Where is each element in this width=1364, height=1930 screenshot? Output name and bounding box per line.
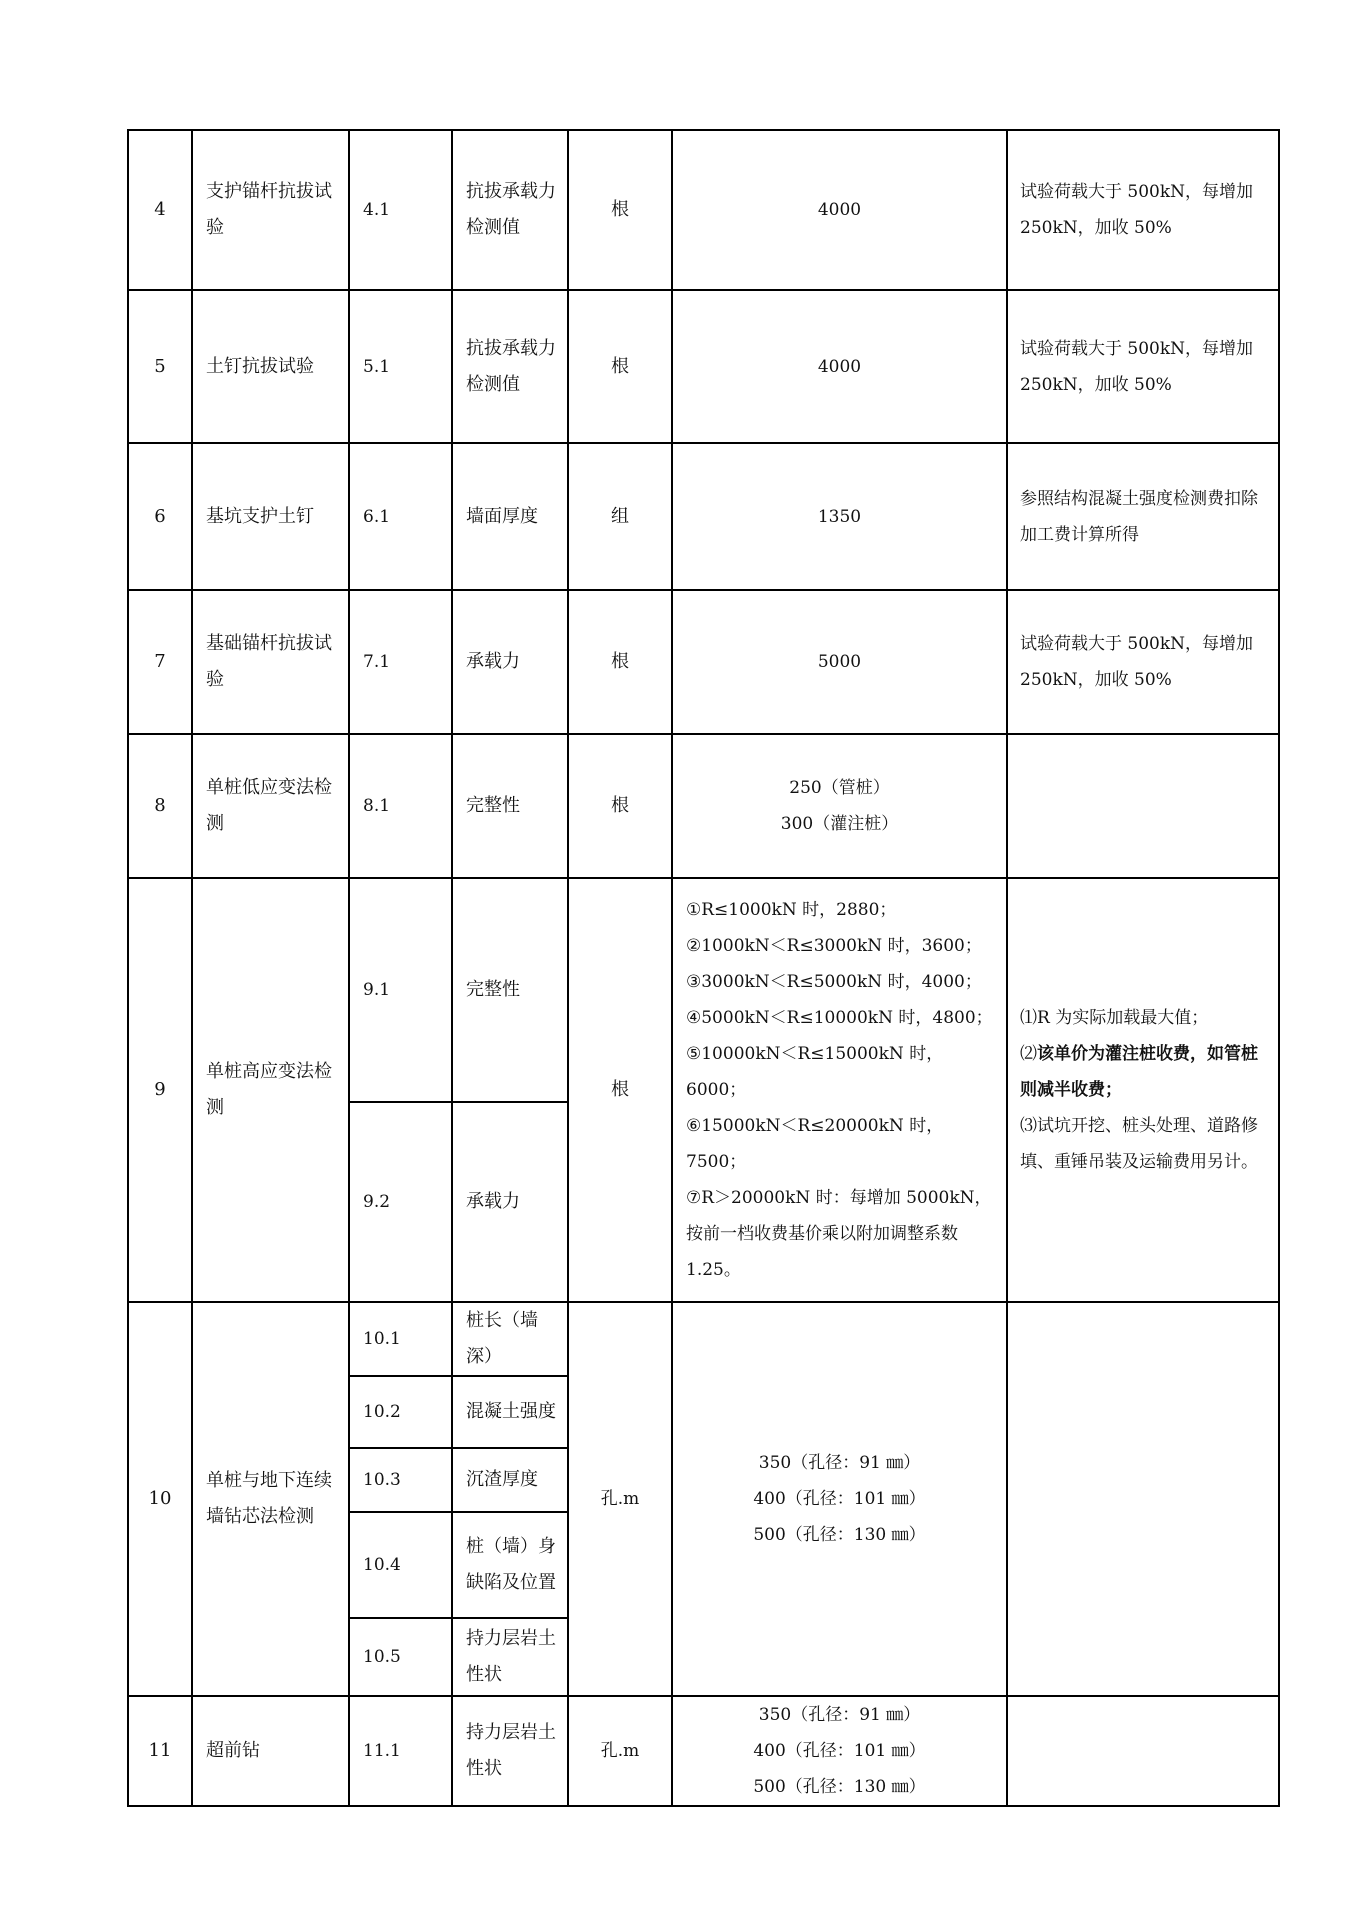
row-number: 6	[128, 443, 192, 590]
test-parameter: 完整性	[452, 878, 568, 1102]
unit: 根	[568, 590, 672, 734]
test-parameter: 桩（墙）身缺陷及位置	[452, 1512, 568, 1618]
unit: 根	[568, 734, 672, 878]
remark	[1007, 734, 1279, 878]
item-code: 8.1	[349, 734, 452, 878]
remark-line	[1020, 1036, 1274, 1108]
item-code: 10.1	[349, 1302, 452, 1376]
price-line: ⑤10000kN＜R≤15000kN 时，6000；	[686, 1044, 944, 1100]
test-parameter: 抗拔承载力检测值	[452, 130, 568, 290]
row-number: 4	[128, 130, 192, 290]
price-line: ①R≤1000kN 时，2880；	[686, 900, 897, 920]
unit: 孔.m	[568, 1696, 672, 1806]
price-line: ⑦R＞20000kN 时：每增加 5000kN，按前一档收费基价乘以附加调整系数 1.25。	[686, 1188, 992, 1280]
test-item: 单桩高应变法检测	[192, 878, 349, 1302]
test-parameter: 完整性	[452, 734, 568, 878]
table-row	[128, 1696, 1279, 1806]
price-line: ④5000kN＜R≤10000kN 时，4800；	[686, 1008, 993, 1028]
remark: 参照结构混凝土强度检测费扣除加工费计算所得	[1007, 443, 1279, 590]
remark	[1007, 1696, 1279, 1806]
remark-line: ⑶试坑开挖、桩头处理、道路修填、重锤吊装及运输费用另计。	[1020, 1116, 1258, 1172]
price-line: ③3000kN＜R≤5000kN 时，4000；	[686, 972, 982, 992]
table-row	[128, 878, 1279, 1102]
remark-prefix: ⑵	[1020, 1044, 1037, 1064]
item-code: 10.4	[349, 1512, 452, 1618]
row-number: 5	[128, 290, 192, 443]
item-code: 9.1	[349, 878, 452, 1102]
unit: 根	[568, 290, 672, 443]
item-code: 10.3	[349, 1448, 452, 1512]
table-row	[128, 590, 1279, 734]
remark-line: ⑴R 为实际加载最大值；	[1020, 1008, 1209, 1028]
table-row	[128, 290, 1279, 443]
remark	[1007, 1302, 1279, 1696]
row-number: 7	[128, 590, 192, 734]
unit: 组	[568, 443, 672, 590]
unit-price	[672, 1696, 1007, 1806]
test-item: 单桩低应变法检测	[192, 734, 349, 878]
test-item: 支护锚杆抗拔试验	[192, 130, 349, 290]
unit-price: 1350	[672, 443, 1007, 590]
test-parameter: 承载力	[452, 590, 568, 734]
test-parameter: 承载力	[452, 1102, 568, 1302]
unit: 孔.m	[568, 1302, 672, 1696]
test-parameter: 沉渣厚度	[452, 1448, 568, 1512]
test-parameter: 混凝土强度	[452, 1376, 568, 1448]
price-line: 250（管桩）	[789, 778, 890, 798]
unit-price: 4000	[672, 130, 1007, 290]
unit: 根	[568, 130, 672, 290]
row-number: 9	[128, 878, 192, 1302]
table-row	[128, 1302, 1279, 1376]
item-code: 11.1	[349, 1696, 452, 1806]
price-line: 350（孔径：91 ㎜）	[758, 1705, 921, 1725]
test-item: 土钉抗拔试验	[192, 290, 349, 443]
test-parameter: 墙面厚度	[452, 443, 568, 590]
table-row	[128, 130, 1279, 290]
item-code: 5.1	[349, 290, 452, 443]
item-code: 10.5	[349, 1618, 452, 1696]
item-code: 4.1	[349, 130, 452, 290]
price-line: 400（孔径：101 ㎜）	[753, 1489, 926, 1509]
remark: 试验荷载大于 500kN，每增加 250kN，加收 50%	[1007, 590, 1279, 734]
table-row	[128, 734, 1279, 878]
price-line: 500（孔径：130 ㎜）	[753, 1525, 926, 1545]
test-item: 基坑支护土钉	[192, 443, 349, 590]
item-code: 9.2	[349, 1102, 452, 1302]
remark	[1007, 878, 1279, 1302]
unit-price: 5000	[672, 590, 1007, 734]
remark: 试验荷载大于 500kN，每增加 250kN，加收 50%	[1007, 290, 1279, 443]
price-line: 400（孔径：101 ㎜）	[753, 1741, 926, 1761]
row-number: 11	[128, 1696, 192, 1806]
item-code: 10.2	[349, 1376, 452, 1448]
test-item: 超前钻	[192, 1696, 349, 1806]
unit-price	[672, 1302, 1007, 1696]
price-line: ⑥15000kN＜R≤20000kN 时，7500；	[686, 1116, 944, 1172]
table-row	[128, 443, 1279, 590]
test-parameter: 桩长（墙深）	[452, 1302, 568, 1376]
test-item: 单桩与地下连续墙钻芯法检测	[192, 1302, 349, 1696]
price-line: ②1000kN＜R≤3000kN 时，3600；	[686, 936, 982, 956]
test-item: 基础锚杆抗拔试验	[192, 590, 349, 734]
item-code: 7.1	[349, 590, 452, 734]
price-line: 500（孔径：130 ㎜）	[753, 1777, 926, 1797]
fee-table	[127, 129, 1280, 1807]
test-parameter: 持力层岩土性状	[452, 1696, 568, 1806]
item-code: 6.1	[349, 443, 452, 590]
unit-price	[672, 734, 1007, 878]
price-line: 300（灌注桩）	[780, 814, 899, 834]
remark: 试验荷载大于 500kN，每增加 250kN，加收 50%	[1007, 130, 1279, 290]
row-number: 8	[128, 734, 192, 878]
row-number: 10	[128, 1302, 192, 1696]
test-parameter: 抗拔承载力检测值	[452, 290, 568, 443]
unit: 根	[568, 878, 672, 1302]
price-line: 350（孔径：91 ㎜）	[758, 1453, 921, 1473]
remark-emphasis: 该单价为灌注桩收费，如管桩则减半收费；	[1020, 1044, 1258, 1100]
test-parameter: 持力层岩土性状	[452, 1618, 568, 1696]
unit-price: 4000	[672, 290, 1007, 443]
unit-price	[672, 878, 1007, 1302]
